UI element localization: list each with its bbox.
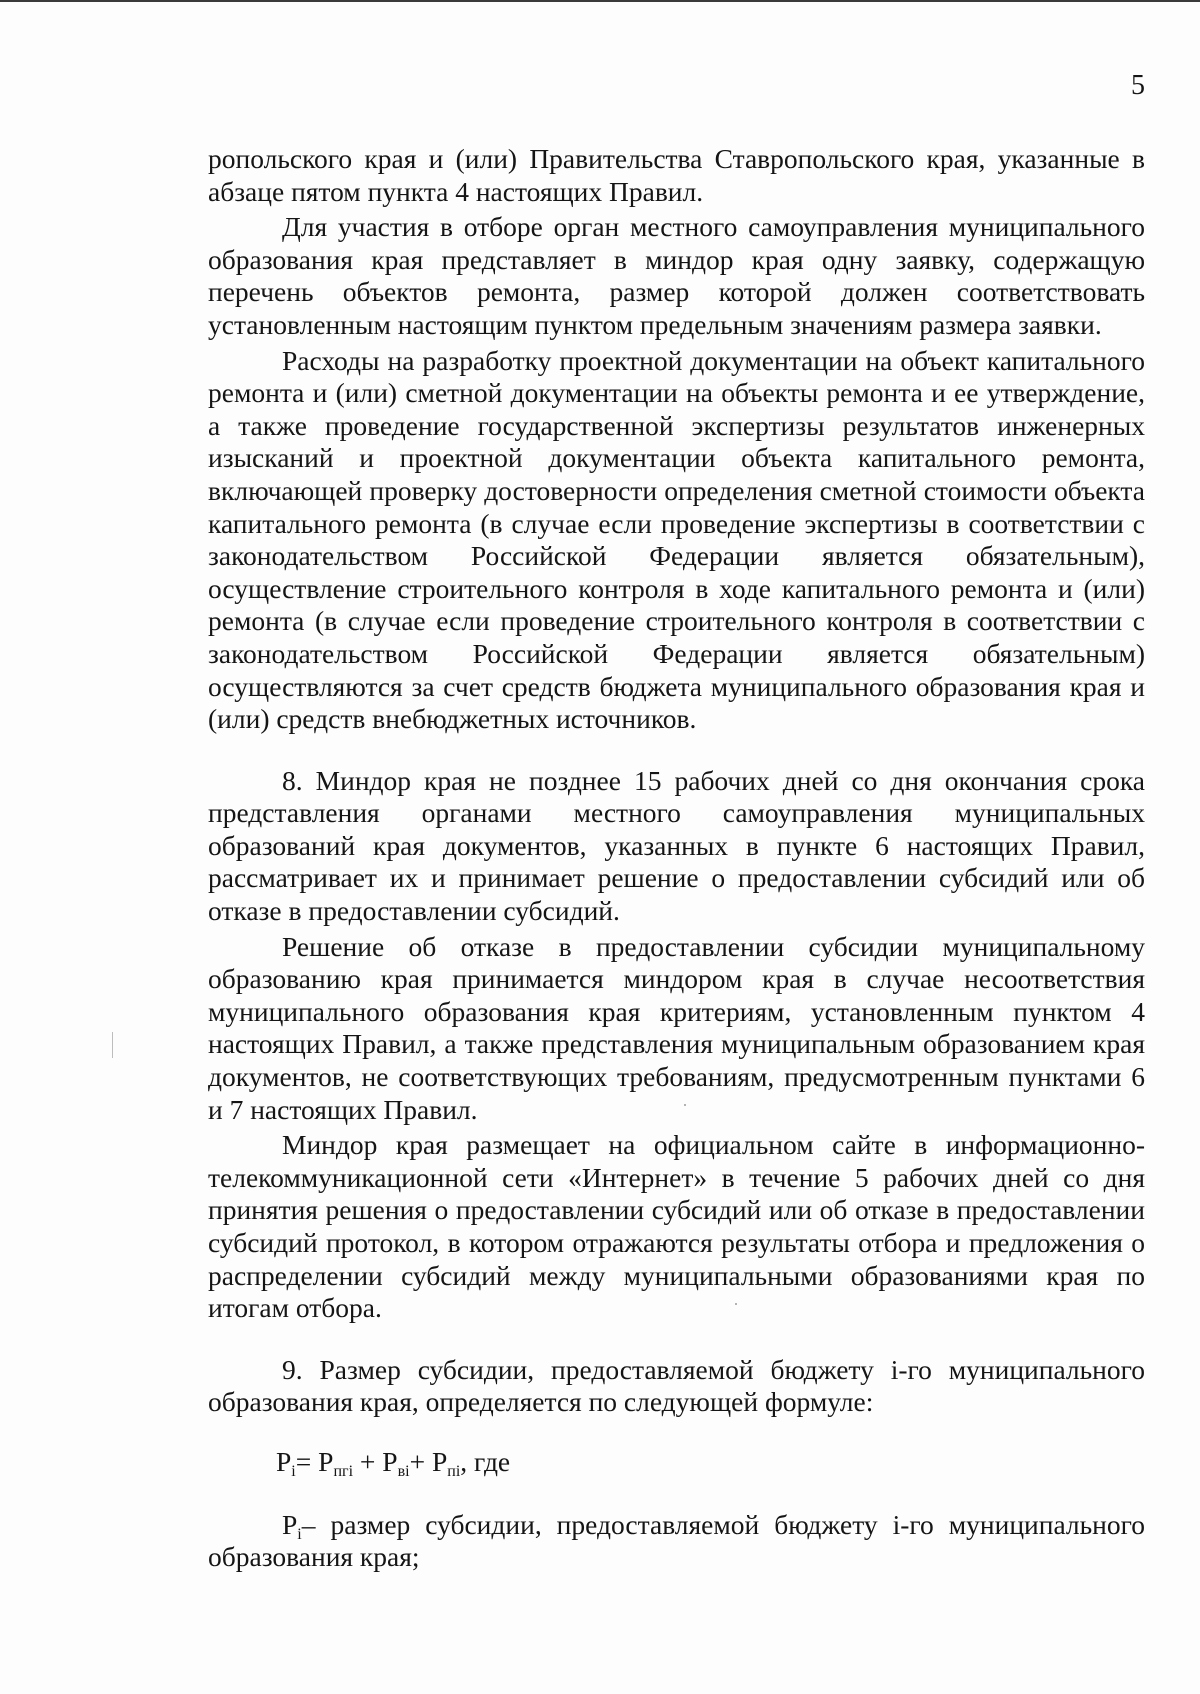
formula-symbol-p: P [276, 1445, 292, 1477]
document-body [208, 143, 1145, 1574]
formula-symbol-p: P [318, 1445, 334, 1477]
formula-plus: + [409, 1445, 432, 1477]
formula-plus: + [353, 1445, 383, 1477]
scan-margin-mark [112, 1032, 113, 1058]
paragraph-item-8: 8. Миндор края не позднее 15 рабочих дней со дня окончания срока представления органами местного самоуправления муниципальных образований края документов, указанных в пункте 6 настоящих Правил, рассматривает их и принимает решение о предоставлении субсидий или об отказе в предоставлении субсидий. [208, 764, 1145, 927]
formula-sub-i: i [291, 1462, 296, 1480]
definition-symbol: P [282, 1508, 298, 1540]
paragraph-item-9: 9. Размер субсидии, предоставляемой бюджету i-го муниципального образования края, определяется по следующей формуле: [208, 1353, 1145, 1418]
formula-sub-vi: вi [397, 1462, 410, 1480]
subsidy-formula [208, 1446, 1145, 1479]
formula-equals: = [295, 1445, 319, 1477]
formula-symbol-p: P [431, 1445, 448, 1477]
paragraph-publication: Миндор края размещает на официальном сайте в информационно-телекоммуникационной сети «Интернет» в течение 5 рабочих дней со дня принятия решения о предоставлении субсидий или об отказе в предоставлении субсидий протокол, в котором отражаются результаты отбора и предложения о распределении субсидий между муниципальными образованиями края по итогам отбора. [208, 1129, 1145, 1324]
paragraph-expenses: Расходы на разработку проектной документации на объект капитального ремонта и (или) сметной документации на объекты ремонта и ее утверждение, а также проведение государственной экспертизы результатов инженерных изысканий и проектной документации объекта капитального ремонта, включающей проверку достоверности определения сметной стоимости объекта капитального ремонта (в случае если проведение экспертизы в соответствии с законодательством Российской Федерации является обязательным), осуществление строительного контроля в ходе капитального ремонта и (или) ремонта (в случае если проведение строительного контроля в соответствии с законодательством Российской Федерации является обязательным) осуществляются за счет средств бюджета муниципального образования края и (или) средств внебюджетных источников. [208, 344, 1145, 735]
page-number: 5 [1131, 70, 1145, 101]
formula-sub-pgi: пгi [333, 1462, 354, 1480]
definition-sub: i [297, 1525, 302, 1543]
definition-pi [208, 1509, 1145, 1574]
top-border-line [0, 0, 1200, 2]
formula-symbol-p: P [382, 1445, 398, 1477]
definition-text: – размер субсидии, предоставляемой бюджету i-го муниципального образования края; [208, 1508, 1145, 1573]
paragraph-refusal: Решение об отказе в предоставлении субсидии муниципальному образованию края принимается миндором края в случае несоответствия муниципального образования края критериям, установленным пунктом 4 настоящих Правил, а также представления муниципальным образованием края документов, не соответствующих требованиям, предусмотренным пунктами 6 и 7 настоящих Правил. [208, 930, 1145, 1125]
formula-tail: , где [460, 1445, 511, 1477]
paragraph-continuation: ропольского края и (или) Правительства Ставропольского края, указанные в абзаце пятом пункта 4 настоящих Правил. [208, 143, 1145, 207]
paragraph-application: Для участия в отборе орган местного самоуправления муниципального образования края представляет в миндор края одну заявку, содержащую перечень объектов ремонта, размер которой должен соответствовать установленным настоящим пунктом предельным значениям размера заявки. [208, 211, 1145, 340]
formula-sub-pi: пi [447, 1462, 461, 1480]
